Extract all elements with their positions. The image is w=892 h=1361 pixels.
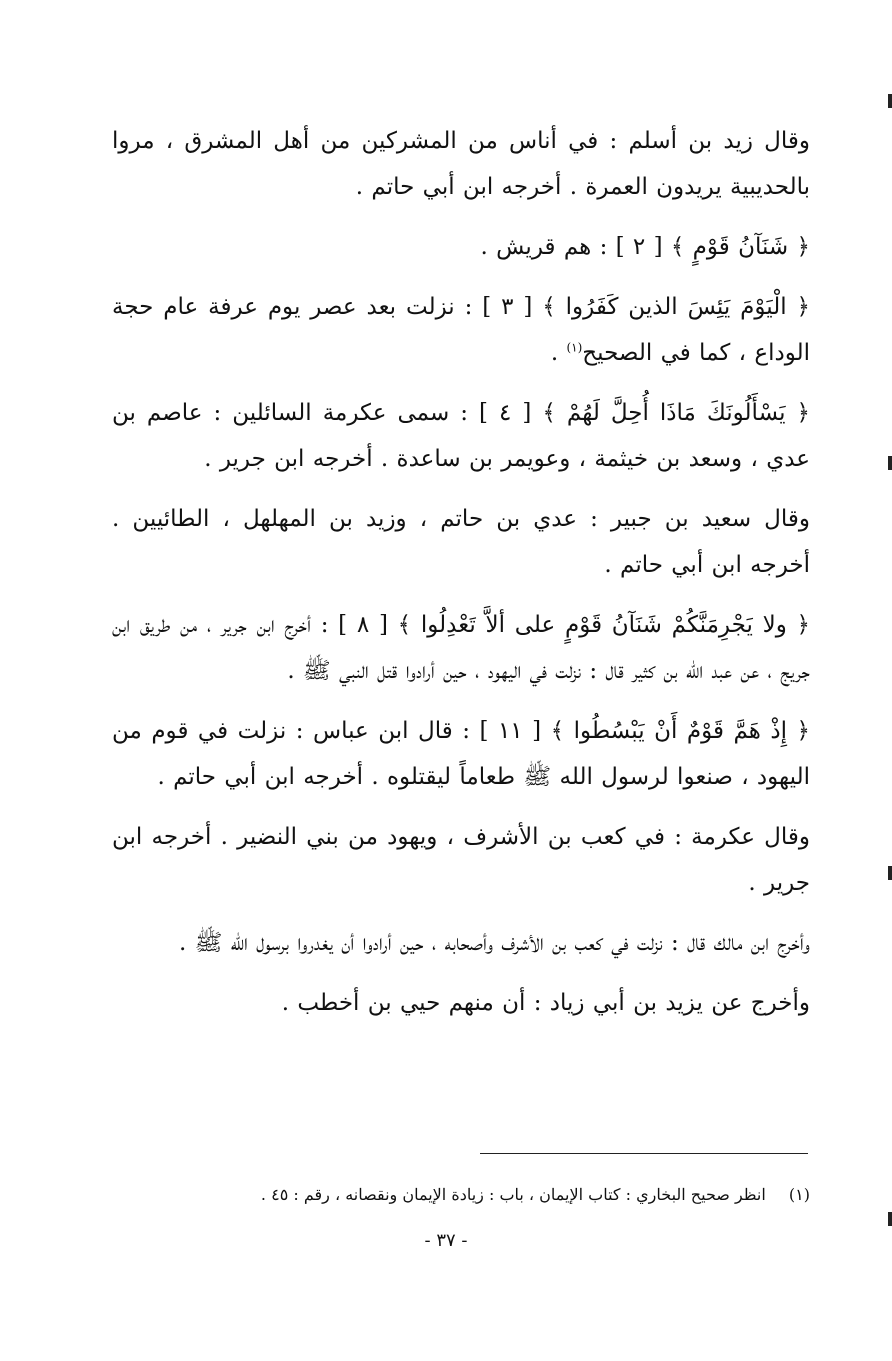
- footnote-text: انظر صحيح البخاري : كتاب الإيمان ، باب : زيادة الإيمان ونقصانه ، رقم : ٤٥ .: [260, 1185, 766, 1204]
- footnote: [112, 1180, 810, 1210]
- paragraph-5: وقال سعيد بن جبير : عدي بن حاتم ، وزيد بن المهلهل ، الطائيين . أخرجه ابن أبي حاتم .: [112, 506, 810, 578]
- footnote-number: (١): [788, 1185, 810, 1204]
- paragraph-1: وقال زيد بن أسلم : في أناس من المشركين من أهل المشرق ، مروا بالحديبية يريدون العمرة . أخرجه ابن أبي حاتم .: [112, 128, 810, 200]
- paragraph-10: وأخرج عن يزيد بن أبي زياد : أن منهم حيي بن أخطب .: [281, 990, 810, 1016]
- footnote-reference[interactable]: (١): [566, 340, 583, 355]
- paragraph-7: ﴿ إِذْ هَمَّ قَوْمٌ أَنْ يَبْسُطُوا ﴾ [ ١١ ] : قال ابن عباس : نزلت في قوم من اليهود ، صنعوا لرسول الله ﷺ طعاماً ليقتلوه . أخرجه ابن أبي حاتم .: [112, 718, 810, 790]
- main-text: [112, 118, 810, 1040]
- edge-mark-middle: [888, 456, 892, 470]
- edge-mark-bottom: [888, 1212, 892, 1226]
- page-number: - ٣٧ -: [424, 1230, 468, 1251]
- edge-mark-top: [888, 94, 892, 108]
- paragraph-3: [112, 284, 810, 376]
- paragraph-3-tail: .: [550, 340, 567, 366]
- paragraph-2: ﴿ شَنَآنُ قَوْمٍ ﴾ [ ٢ ] : هم قريش .: [480, 234, 810, 260]
- paragraph-8: وقال عكرمة : في كعب بن الأشرف ، ويهود من بني النضير . أخرجه ابن جرير .: [112, 824, 810, 896]
- paragraph-3-text: ﴿ الْيَوْمَ يَئِسَ الذين كَفَرُوا ﴾ [ ٣ ] : نزلت بعد عصر يوم عرفة عام حجة الوداع ، كما في الصحيح: [112, 294, 810, 366]
- edge-mark-lower: [888, 866, 892, 880]
- footnote-divider: [480, 1153, 808, 1154]
- paragraph-4: ﴿ يَسْأَلُونَكَ مَاذَا أُحِلَّ لَهُمْ ﴾ [ ٤ ] : سمى عكرمة السائلين : عاصم بن عدي ، وسعد بن خيثمة ، وعويمر بن ساعدة . أخرجه ابن جرير .: [112, 400, 810, 472]
- paragraph-9: وأخرج ابن مالك قال : نزلت في كعب بن الأشرف وأصحابه ، حين أرادوا أن يغدروا برسول الله ﷺ .: [178, 930, 810, 956]
- paragraph-6: ﴿ ولا يَجْرِمَنَّكُمْ شَنَآنُ قَوْمٍ على ألاَّ تَعْدِلُوا ﴾ [ ٨ ] : أخرج ابن جرير ، من طريق ابن جريج ، عن عبد الله بن كثير قال : نزلت في اليهود ، حين أرادوا قتل النبي ﷺ .: [112, 612, 811, 684]
